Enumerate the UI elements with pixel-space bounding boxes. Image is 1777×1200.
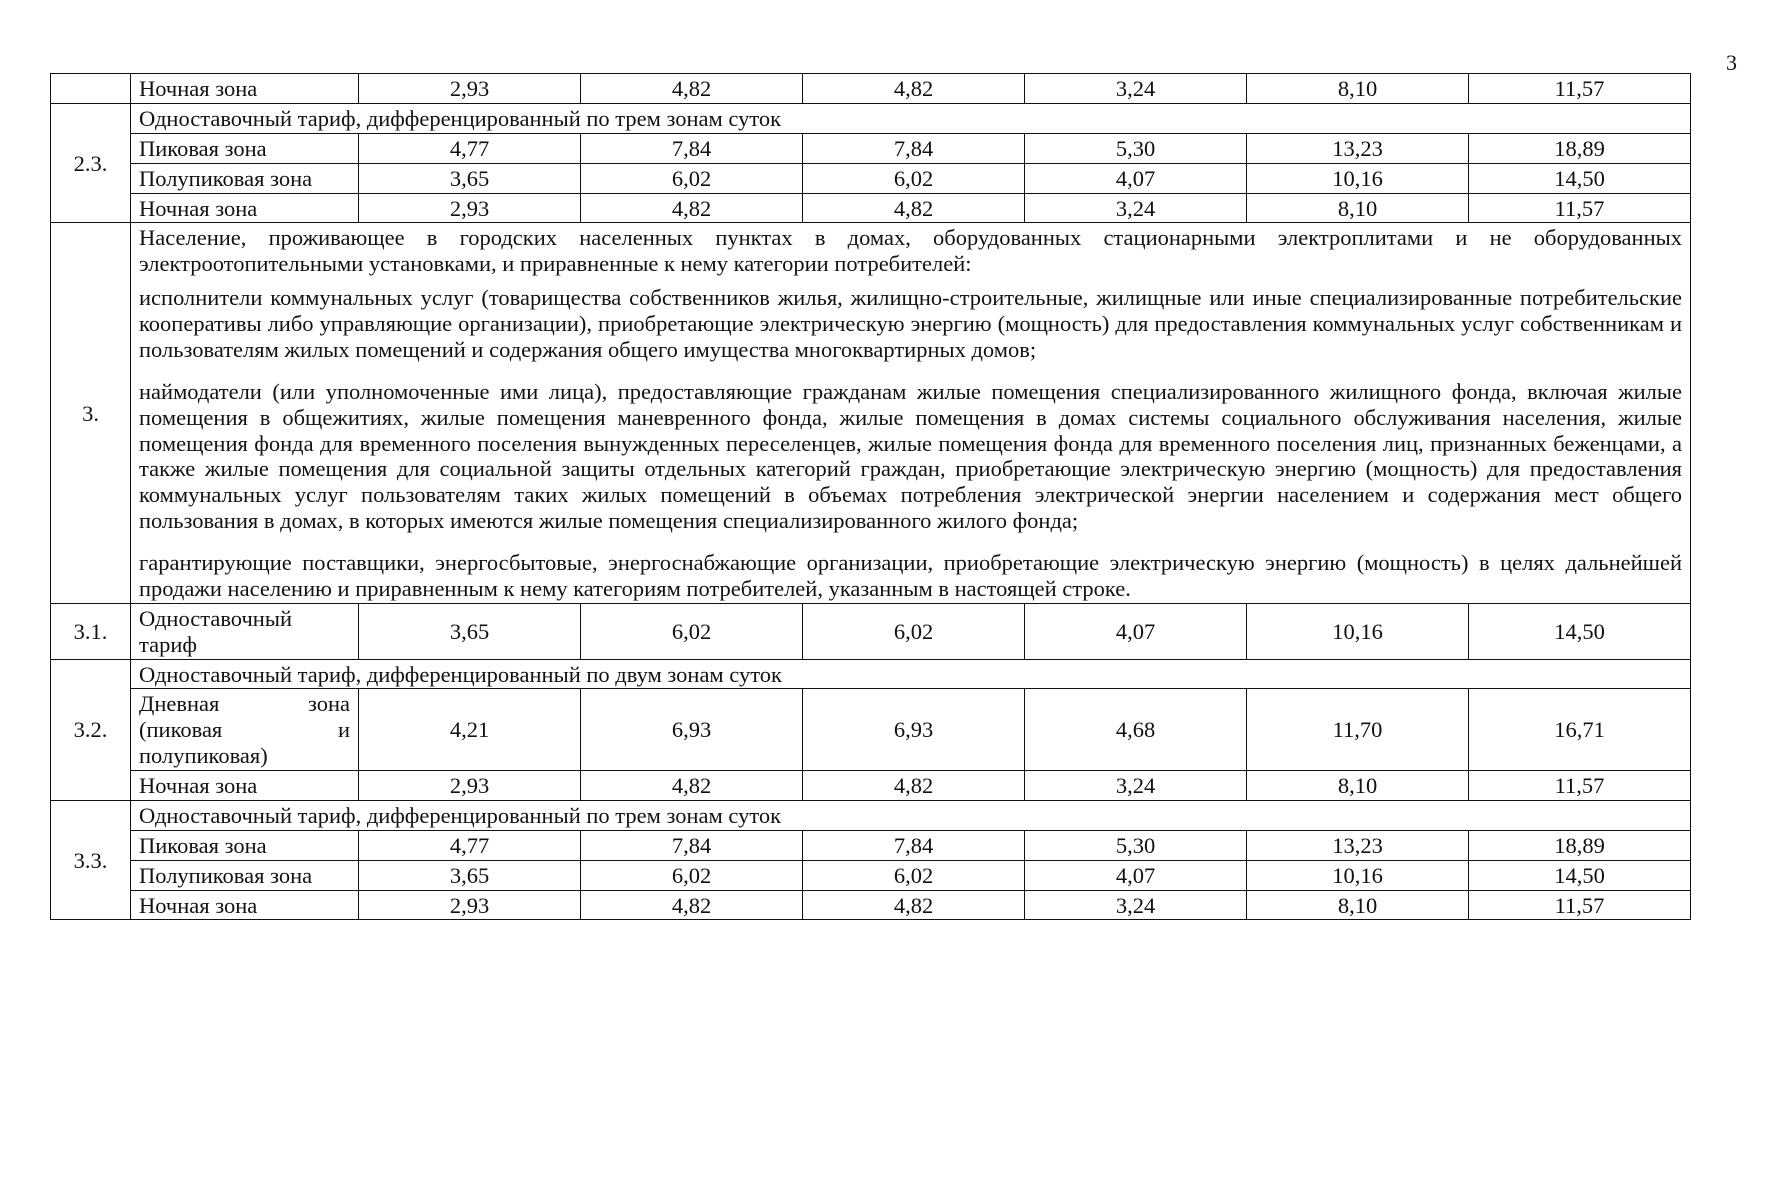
value-cell: 3,24 [1025,193,1247,223]
table-row [51,890,1691,920]
value-cell: 4,82 [803,193,1025,223]
value-cell: 8,10 [1247,890,1469,920]
value-cell: 4,07 [1025,860,1247,890]
value-cell: 2,93 [359,74,581,104]
value-cell: 2,93 [359,890,581,920]
value-cell: 7,84 [803,133,1025,163]
value-cell: 3,65 [359,603,581,659]
table-row [51,659,1691,689]
table-row [51,830,1691,860]
section-header: Одноставочный тариф, дифференцированный по двум зонам суток [131,659,1691,689]
value-cell: 4,82 [581,890,803,920]
value-cell: 4,07 [1025,163,1247,193]
table-row [51,800,1691,830]
row-number-cell [51,74,131,104]
row-label: Пиковая зона [131,830,359,860]
value-cell: 10,16 [1247,163,1469,193]
value-cell: 8,10 [1247,74,1469,104]
row-number: 3.2. [51,659,131,800]
value-cell: 6,02 [581,163,803,193]
row-number: 3.3. [51,800,131,920]
value-cell: 8,10 [1247,771,1469,801]
section-header: Одноставочный тариф, дифференцированный по трем зонам суток [131,103,1691,133]
value-cell: 8,10 [1247,193,1469,223]
row-label: Ночная зона [131,74,359,104]
value-cell: 18,89 [1469,133,1691,163]
value-cell: 7,84 [803,830,1025,860]
category-paragraph: наймодатели (или уполномоченные ими лица), предоставляющие гражданам жилые помещения специализированного жилищного фонда, включая жилые помещения в общежитиях, жилые помещения маневренного фонда, жилые помещения в домах системы социального обслуживания населения, жилые помещения фонда для временного поселения вынужденных переселенцев, жилые помещения фонда для временного поселения лиц, признанных беженцами, а также жилые помещения для социальной защиты отдельных категорий граждан, приобретающие электрическую энергию (мощность) для предоставления коммунальных услуг пользователям таких жилых помещений в объемах потребления электрической энергии населением и содержания мест общего пользования в домах, в которых имеются жилые помещения специализированного жилого фонда; [139,378,1682,534]
category-description [131,223,1691,603]
table-row [51,193,1691,223]
value-cell: 13,23 [1247,830,1469,860]
value-cell: 2,93 [359,193,581,223]
value-cell: 6,02 [803,163,1025,193]
value-cell: 4,82 [581,74,803,104]
row-number: 3. [51,223,131,603]
section-header: Одноставочный тариф, дифференцированный по трем зонам суток [131,800,1691,830]
table-row [51,860,1691,890]
value-cell: 11,57 [1469,74,1691,104]
category-paragraph: Население, проживающее в городских населенных пунктах в домах, оборудованных стационарными электроплитами и не оборудованных электроотопительными установками, и приравненные к нему категории потребителей: [139,225,1682,277]
value-cell: 6,02 [803,603,1025,659]
value-cell: 4,82 [803,890,1025,920]
table-row [51,223,1691,603]
row-number: 2.3. [51,103,131,223]
value-cell: 11,57 [1469,771,1691,801]
value-cell: 11,57 [1469,890,1691,920]
table-row [51,74,1691,104]
value-cell: 3,65 [359,860,581,890]
value-cell: 14,50 [1469,860,1691,890]
value-cell: 13,23 [1247,133,1469,163]
value-cell: 3,24 [1025,771,1247,801]
value-cell: 18,89 [1469,830,1691,860]
value-cell: 7,84 [581,133,803,163]
value-cell: 6,93 [803,689,1025,771]
value-cell: 10,16 [1247,860,1469,890]
value-cell: 6,93 [581,689,803,771]
value-cell: 4,68 [1025,689,1247,771]
value-cell: 3,24 [1025,74,1247,104]
value-cell: 6,02 [581,860,803,890]
row-label: Одноставочный тариф [131,603,359,659]
value-cell: 7,84 [581,830,803,860]
value-cell: 2,93 [359,771,581,801]
row-label: Дневная зона (пиковая и полупиковая) [131,689,359,771]
row-label: Ночная зона [131,771,359,801]
value-cell: 16,71 [1469,689,1691,771]
value-cell: 3,24 [1025,890,1247,920]
value-cell: 10,16 [1247,603,1469,659]
value-cell: 5,30 [1025,830,1247,860]
value-cell: 4,77 [359,133,581,163]
value-cell: 6,02 [803,860,1025,890]
row-label: Ночная зона [131,193,359,223]
value-cell: 4,82 [803,771,1025,801]
value-cell: 4,82 [803,74,1025,104]
value-cell: 14,50 [1469,603,1691,659]
value-cell: 11,57 [1469,193,1691,223]
row-label: Полупиковая зона [131,163,359,193]
value-cell: 4,82 [581,771,803,801]
value-cell: 4,21 [359,689,581,771]
table-row [51,771,1691,801]
category-paragraph: исполнители коммунальных услуг (товарищества собственников жилья, жилищно-строительные, жилищные или иные специализированные потребительские кооперативы либо управляющие организации), приобретающие электрическую энергию (мощность) для предоставления коммунальных услуг собственникам и пользователям жилых помещений и содержания общего имущества многоквартирных домов; [139,285,1682,362]
tariff-table [50,73,1691,920]
value-cell: 4,82 [581,193,803,223]
value-cell: 4,77 [359,830,581,860]
row-number: 3.1. [51,603,131,659]
row-label: Пиковая зона [131,133,359,163]
table-row [51,103,1691,133]
value-cell: 14,50 [1469,163,1691,193]
row-label: Ночная зона [131,890,359,920]
category-paragraph: гарантирующие поставщики, энергосбытовые, энергоснабжающие организации, приобретающие электрическую энергию (мощность) в целях дальнейшей продажи населению и приравненным к нему категориям потребителей, указанным в настоящей строке. [139,550,1682,601]
value-cell: 3,65 [359,163,581,193]
value-cell: 5,30 [1025,133,1247,163]
table-row [51,163,1691,193]
value-cell: 4,07 [1025,603,1247,659]
value-cell: 11,70 [1247,689,1469,771]
page-number: 3 [1726,50,1737,75]
table-row [51,133,1691,163]
value-cell: 6,02 [581,603,803,659]
table-row [51,689,1691,771]
table-row [51,603,1691,659]
row-label: Полупиковая зона [131,860,359,890]
